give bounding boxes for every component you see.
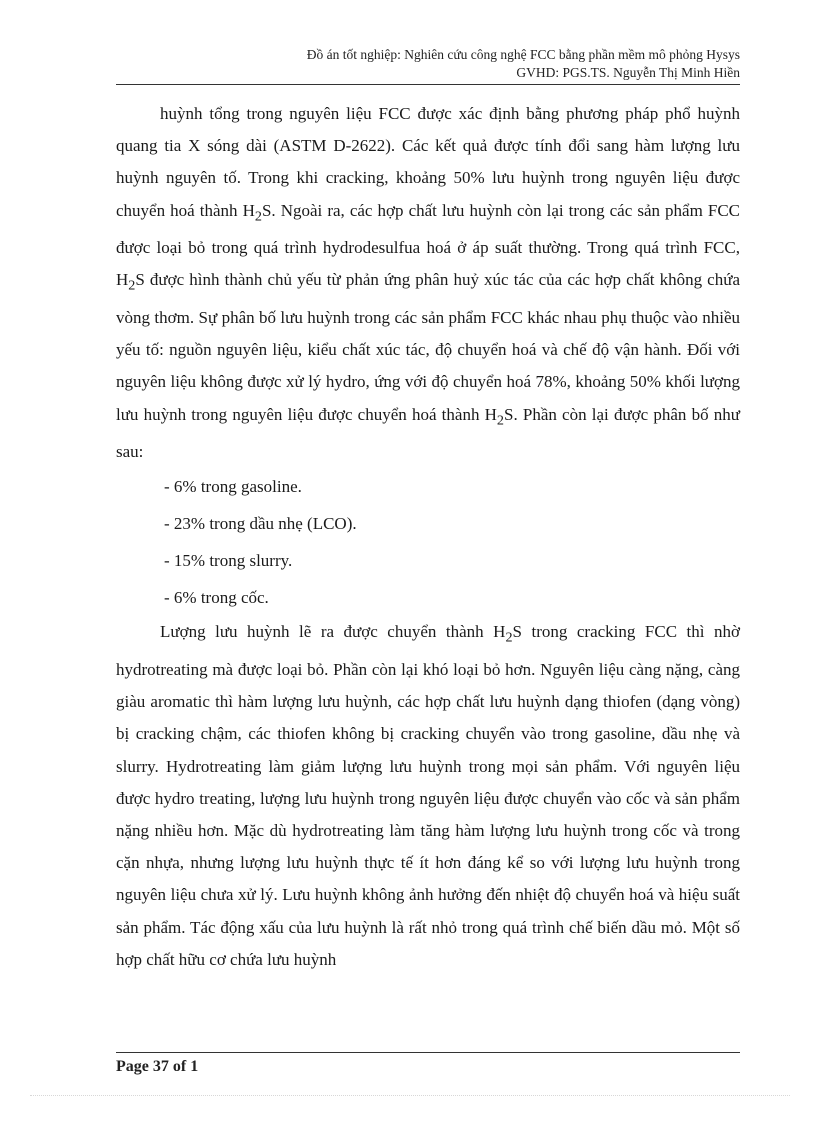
paragraph-sulfur-distribution <box>116 98 740 468</box>
text-run: S. Phần còn lại được phân bố như sau: <box>116 404 740 462</box>
list-item: - 6% trong cốc. <box>164 588 269 608</box>
text-run: S được hình thành chủ yếu từ phản ứng phân huỷ xúc tác của các hợp chất không chứa vòng thơm. Sự phân bố lưu huỳnh trong các sản phẩm FCC khác nhau phụ thuộc vào nhiều yếu tố: nguồn nguyên liệu, kiểu chất xúc tác, độ chuyển hoá và chế độ vận hành. Đối với nguyên liệu không được xử lý hydro, ứng với độ chuyển hoá 78%, khoảng 50% khối lượng lưu huỳnh trong nguyên liệu được chuyển hoá thành H <box>116 270 740 424</box>
subscript: 2 <box>254 208 262 224</box>
list-item: - 15% trong slurry. <box>164 551 293 571</box>
page-header <box>116 46 740 82</box>
list-item: - 6% trong gasoline. <box>164 477 302 497</box>
header-advisor: GVHD: PGS.TS. Nguyễn Thị Minh Hiền <box>516 65 740 80</box>
footer-divider <box>116 1052 740 1053</box>
subscript: 2 <box>496 412 504 428</box>
text-run: S trong cracking FCC thì nhờ hydrotreating mà được loại bỏ. Phần còn lại khó loại bỏ hơn. Nguyên liệu càng nặng, càng giàu aromatic thì hàm lượng lưu huỳnh, các hợp chất lưu huỳnh dạng thiofen (dạng vòng) bị cracking chậm, các thiofen không bị cracking chuyển vào trong gasoline, dầu nhẹ và slurry. Hydrotreating làm giảm lượng lưu huỳnh trong mọi sản phẩm. Với nguyên liệu được hydro treating, lượng lưu huỳnh trong nguyên liệu được chuyển vào cốc và sản phẩm nặng nhiều hơn. Mặc dù hydrotreating làm tăng hàm lượng lưu huỳnh trong cốc và trong cặn nhựa, nhưng lượng lưu huỳnh thực tế ít hơn đáng kể so với lượng lưu huỳnh trong nguyên liệu chưa xử lý. Lưu huỳnh không ảnh hưởng đến nhiệt độ chuyển hoá và hiệu suất sản phẩm. Tác động xấu của lưu huỳnh là rất nhỏ trong quá trình chế biến dầu mỏ. Một số hợp chất hữu cơ chứa lưu huỳnh <box>116 622 740 969</box>
text-run: huỳnh tổng trong nguyên liệu FCC được xác định bằng phương pháp phổ huỳnh quang tia X sóng dài (ASTM D-2622). Các kết quả được tính đổi sang hàm lượng lưu huỳnh nguyên tố. Trong khi cracking, khoảng 50% lưu huỳnh trong nguyên liệu được chuyển hoá thành H <box>116 104 740 220</box>
document-body <box>116 98 740 976</box>
paragraph-hydrotreating <box>116 616 740 976</box>
list-item: - 23% trong dầu nhẹ (LCO). <box>164 514 357 534</box>
text-run: S. Ngoài ra, các hợp chất lưu huỳnh còn lại trong các sản phẩm FCC được loại bỏ trong quá trình hydrodesulfua hoá ở áp suất thường. Trong quá trình FCC, H <box>116 200 741 290</box>
header-divider <box>116 84 740 85</box>
text-run: Lượng lưu huỳnh lẽ ra được chuyển thành H <box>160 622 506 642</box>
page-edge-dotted-line <box>30 1095 790 1096</box>
subscript: 2 <box>128 277 136 294</box>
page-number: Page 37 of 1 <box>116 1058 199 1075</box>
header-title: Đồ án tốt nghiệp: Nghiên cứu công nghệ FCC bằng phần mềm mô phỏng Hysys <box>306 47 740 62</box>
subscript: 2 <box>505 629 513 646</box>
bullet-list <box>116 468 740 616</box>
